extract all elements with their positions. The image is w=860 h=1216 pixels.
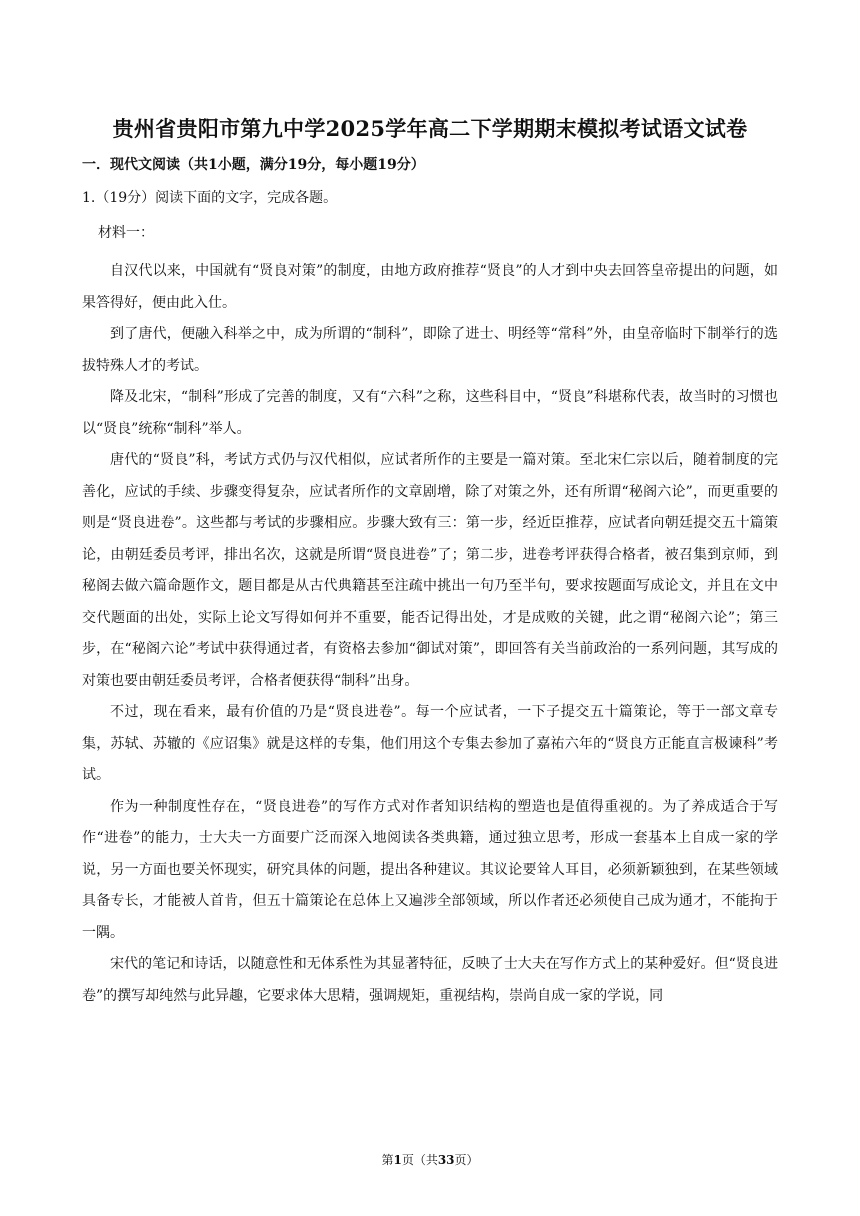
article-body — [82, 256, 778, 1012]
paragraph: 宋代的笔记和诗话，以随意性和无体系性为其显著特征，反映了士大夫在写作方式上的某种爱好。但“贤良进卷”的撰写却纯然与此异趣，它要求体大思精，强调规矩，重视结构，崇尚自成一家的学说，同 — [82, 956, 778, 1004]
section-heading: 一．现代文阅读（共1小题，满分19分，每小题19分） — [82, 157, 425, 173]
footer-page-number: 1 — [393, 1153, 402, 1167]
paragraph: 唐代的“贤良”科，考试方式仍与汉代相似，应试者所作的主要是一篇对策。至北宋仁宗以后，随着制度的完善化，应试的手续、步骤变得复杂，应试者所作的文章剧增，除了对策之外，还有所谓“秘阁六论”，而更重要的则是“贤良进卷”。这些都与考试的步骤相应。步骤大致有三：第一步，经近臣推荐，应试者向朝廷提交五十篇策论，由朝廷委员考评，排出名次，这就是所谓“贤良进卷”了；第二步，进卷考评获得合格者，被召集到京师，到秘阁去做六篇命题作文，题目都是从古代典籍甚至注疏中挑出一句乃至半句，要求按题面写成论文，并且在文中交代题面的出处，实际上论文写得如何并不重要，能否记得出处，才是成败的关键，此之谓“秘阁六论”；第三步，在“秘阁六论”考试中获得通过者，有资格去参加“御试对策”，即回答有关当前政治的一系列问题，其写成的对策也要由朝廷委员考评，合格者便获得“制科”出身。 — [82, 452, 778, 689]
paragraph: 到了唐代，便融入科举之中，成为所谓的“制科”，即除了进士、明经等“常科”外，由皇帝临时下制举行的选拔特殊人才的考试。 — [82, 326, 778, 374]
paragraph: 作为一种制度性存在，“贤良进卷”的写作方式对作者知识结构的塑造也是值得重视的。为了养成适合于写作“进卷”的能力，士大夫一方面要广泛而深入地阅读各类典籍，通过独立思考，形成一套基本上自成一家的学说，另一方面也要关怀现实，研究具体的问题，提出各种建议。其议论要耸人耳目，必须新颖独到，在某些领域具备专长，才能被人首肯，但五十篇策论在总体上又遍涉全部领域，所以作者还必须使自己成为通才，不能拘于一隅。 — [82, 798, 778, 941]
paragraph: 自汉代以来，中国就有“贤良对策”的制度，由地方政府推荐“贤良”的人才到中央去回答皇帝提出的问题，如果答得好，便由此入仕。 — [82, 263, 778, 311]
footer-prefix: 第 — [381, 1153, 394, 1167]
material-label: 材料一： — [98, 225, 154, 241]
footer-total-pages: 33 — [437, 1153, 455, 1167]
footer-suffix: 页） — [454, 1153, 479, 1167]
page-title: 贵州省贵阳市第九中学2025学年高二下学期期末模拟考试语文试卷 — [112, 116, 748, 141]
paragraph: 不过，现在看来，最有价值的乃是“贤良进卷”。每一个应试者，一下子提交五十篇策论，等于一部文章专集，苏轼、苏辙的《应诏集》就是这样的专集，他们用这个专集去参加了嘉祐六年的“贤良方正能直言极谏科”考试。 — [82, 704, 778, 783]
paragraph: 降及北宋，“制科”形成了完善的制度，又有“六科”之称，这些科目中，“贤良”科堪称代表，故当时的习惯也以“贤良”统称“制科”举人。 — [82, 389, 778, 437]
question-intro: 1.（19分）阅读下面的文字，完成各题。 — [82, 190, 338, 206]
page-footer — [0, 1152, 860, 1168]
footer-middle: 页（共 — [401, 1153, 438, 1167]
